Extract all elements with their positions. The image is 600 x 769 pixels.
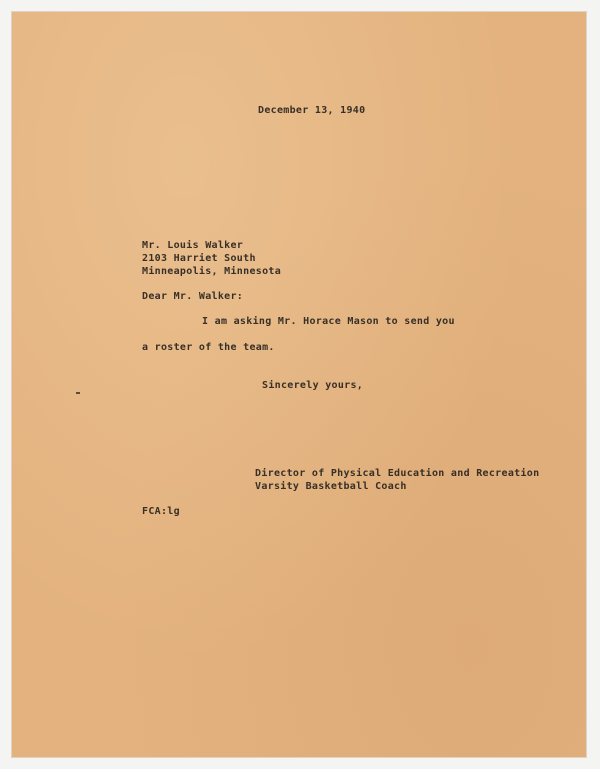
closing: Sincerely yours, [262, 380, 364, 391]
body-line-2: a roster of the team. [142, 342, 275, 353]
stray-ink-mark [76, 392, 80, 394]
letter-date: December 13, 1940 [258, 105, 366, 116]
salutation: Dear Mr. Walker: [142, 291, 244, 302]
letter-page [12, 12, 586, 757]
signature-title-1: Director of Physical Education and Recreation [255, 468, 540, 479]
recipient-name: Mr. Louis Walker [142, 240, 244, 251]
signature-title-2: Varsity Basketball Coach [255, 481, 407, 492]
recipient-street: 2103 Harriet South [142, 253, 256, 264]
reference-initials: FCA:lg [142, 506, 180, 517]
recipient-city: Minneapolis, Minnesota [142, 266, 282, 277]
body-line-1: I am asking Mr. Horace Mason to send you [202, 316, 455, 327]
